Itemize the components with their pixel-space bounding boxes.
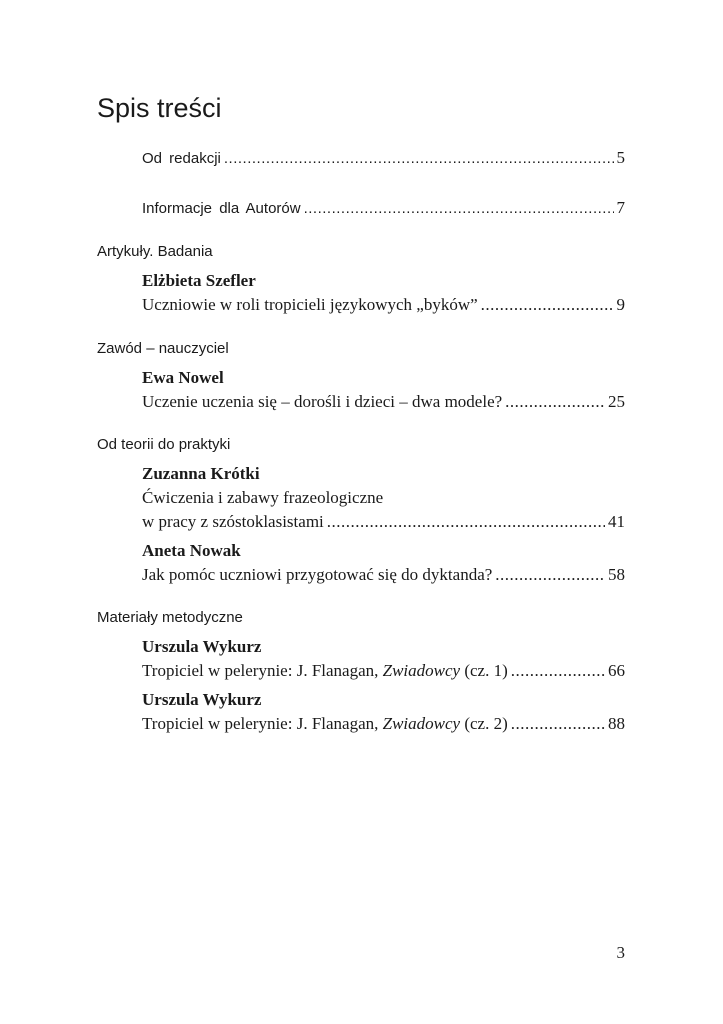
toc-page-number: 9 xyxy=(616,295,625,314)
toc-entry-informacje[interactable] xyxy=(142,197,625,220)
dot-leader xyxy=(224,148,614,170)
toc-entry-title: w pracy z szóstoklasistami xyxy=(142,512,324,531)
title-text: (cz. 1) xyxy=(460,661,508,680)
toc-page-number: 58 xyxy=(608,565,625,584)
toc-entry-wykurz-1[interactable] xyxy=(142,660,625,682)
toc-author: Urszula Wykurz xyxy=(142,637,262,656)
title-text: Tropiciel w pelerynie: J. Flanagan, xyxy=(142,714,383,733)
toc-page-number: 25 xyxy=(608,392,625,411)
toc-page-number: 41 xyxy=(608,512,625,531)
toc-entry-title: Uczniowie w roli tropicieli językowych „byków” xyxy=(142,295,478,314)
toc-page-number: 88 xyxy=(608,714,625,733)
section-heading-materialy: Materiały metodyczne xyxy=(97,609,243,626)
section-heading-artykuly: Artykuły. Badania xyxy=(97,243,213,260)
toc-entry-szefler[interactable] xyxy=(142,294,625,316)
dot-leader xyxy=(511,660,605,682)
toc-entry-wykurz-2[interactable] xyxy=(142,713,625,735)
toc-page-number: 5 xyxy=(616,148,625,167)
title-text: Tropiciel w pelerynie: J. Flanagan, xyxy=(142,661,383,680)
section-heading-od-teorii: Od teorii do praktyki xyxy=(97,436,231,453)
page-title: Spis treści xyxy=(97,93,222,123)
toc-entry-label: Informacje dla Autorów xyxy=(142,200,301,217)
toc-author: Aneta Nowak xyxy=(142,541,241,560)
toc-entry-title: Uczenie uczenia się – dorośli i dzieci – dwa modele? xyxy=(142,392,503,411)
section-heading-zawod: Zawód – nauczyciel xyxy=(97,340,229,357)
toc-entry-label: Od redakcji xyxy=(142,150,221,167)
toc-entry-nowak[interactable] xyxy=(142,564,625,586)
title-italic: Zwiadowcy xyxy=(382,714,461,733)
toc-author: Zuzanna Krótki xyxy=(142,464,260,483)
title-text: (cz. 2) xyxy=(460,714,508,733)
dot-leader xyxy=(511,713,605,735)
toc-page-number: 66 xyxy=(608,661,625,680)
toc-page-number: 7 xyxy=(616,198,625,217)
toc-entry-title: Jak pomóc uczniowi przygotować się do dyktanda? xyxy=(142,565,493,584)
toc-author: Elżbieta Szefler xyxy=(142,271,256,290)
page-number: 3 xyxy=(616,943,625,962)
toc-entry-krotki[interactable] xyxy=(142,511,625,533)
toc-entry-title xyxy=(142,660,508,682)
dot-leader xyxy=(327,511,605,533)
title-italic: Zwiadowcy xyxy=(382,661,461,680)
toc-entry-title xyxy=(142,713,508,735)
dot-leader xyxy=(495,564,605,586)
toc-entry-title[interactable]: Ćwiczenia i zabawy frazeologiczne xyxy=(142,488,384,507)
toc-author: Ewa Nowel xyxy=(142,368,224,387)
toc-author: Urszula Wykurz xyxy=(142,690,262,709)
toc-entry-od-redakcji[interactable] xyxy=(142,147,625,170)
dot-leader xyxy=(304,198,614,220)
dot-leader xyxy=(505,391,605,413)
dot-leader xyxy=(481,294,614,316)
toc-entry-nowel[interactable] xyxy=(142,391,625,413)
